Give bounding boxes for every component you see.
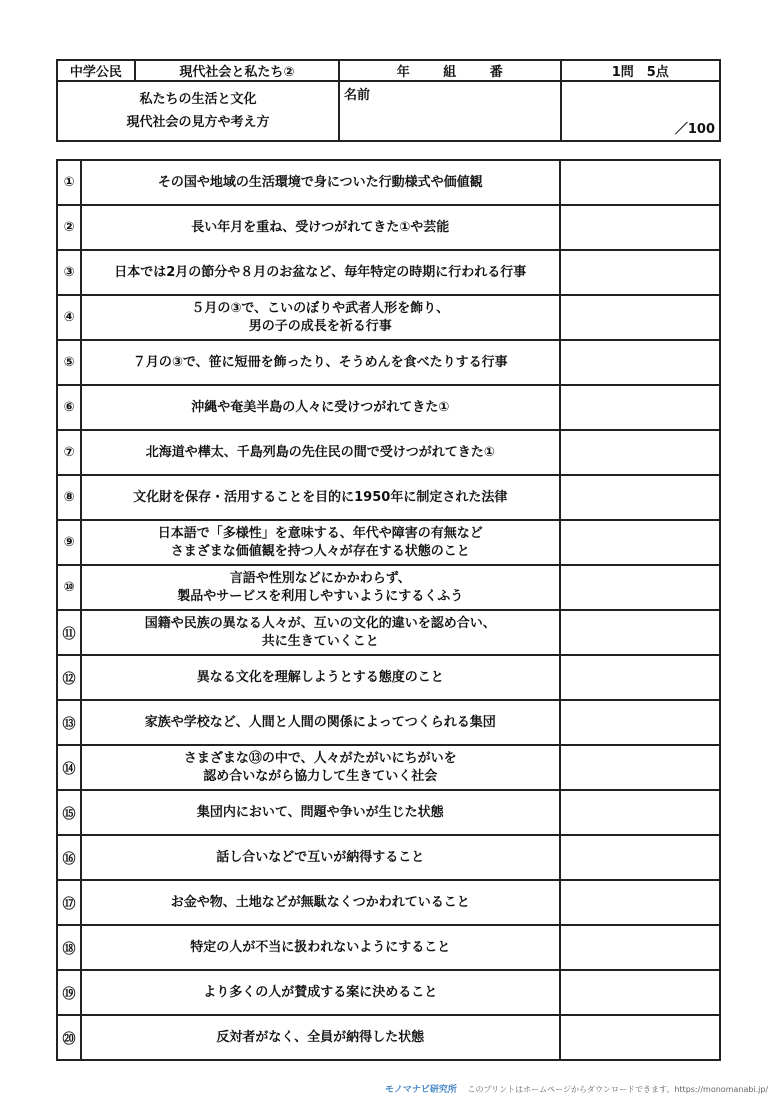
question-line: 日本では2月の節分や８月のお盆など、毎年特定の時期に行われる行事 bbox=[114, 264, 527, 280]
question-line: 反対者がなく、全員が納得した状態 bbox=[216, 1029, 425, 1045]
question-row bbox=[57, 385, 720, 430]
question-row bbox=[57, 790, 720, 835]
answer-field[interactable] bbox=[560, 160, 720, 205]
question-row bbox=[57, 340, 720, 385]
question-number: ⑰ bbox=[57, 880, 81, 925]
question-line: 家族や学校など、人間と人間の関係によってつくられる集団 bbox=[144, 714, 496, 730]
answer-field[interactable] bbox=[560, 1015, 720, 1060]
answer-field[interactable] bbox=[560, 385, 720, 430]
question-row bbox=[57, 205, 720, 250]
year-label: 年 bbox=[396, 65, 410, 80]
question-line: 長い年月を重ね、受けつがれてきた①や芸能 bbox=[191, 219, 450, 235]
question-text bbox=[81, 385, 560, 430]
question-number: ⑭ bbox=[57, 745, 81, 790]
question-text bbox=[81, 520, 560, 565]
question-text bbox=[81, 205, 560, 250]
footer bbox=[385, 1082, 777, 1095]
question-number: ⑪ bbox=[57, 610, 81, 655]
question-text bbox=[81, 160, 560, 205]
question-number: ③ bbox=[57, 250, 81, 295]
question-number: ④ bbox=[57, 295, 81, 340]
answer-field[interactable] bbox=[560, 790, 720, 835]
question-line: 集団内において、問題や争いが生じた状態 bbox=[196, 804, 444, 820]
question-text bbox=[81, 475, 560, 520]
footer-brand: モノマナビ研究所 bbox=[385, 1085, 457, 1095]
question-line: 製品やサービスを利用しやすいようにするくふう bbox=[177, 588, 464, 604]
class-label: 組 bbox=[443, 65, 457, 80]
question-line: 認め合いながら協力して生きていく社会 bbox=[203, 768, 438, 784]
worksheet-header bbox=[56, 59, 721, 142]
title-line-2: 現代社会の見方や考え方 bbox=[126, 115, 270, 130]
question-row bbox=[57, 835, 720, 880]
question-line: ７月の③で、笹に短冊を飾ったり、そうめんを食べたりする行事 bbox=[132, 354, 508, 370]
question-text bbox=[81, 1015, 560, 1060]
score-label: ／100 bbox=[674, 122, 715, 137]
number-label: 番 bbox=[489, 65, 503, 80]
question-line: 共に生きていくこと bbox=[261, 633, 379, 649]
question-text bbox=[81, 700, 560, 745]
subject-label: 中学公民 bbox=[57, 60, 135, 81]
answer-field[interactable] bbox=[560, 745, 720, 790]
question-number: ⑩ bbox=[57, 565, 81, 610]
question-row bbox=[57, 610, 720, 655]
question-number: ⑧ bbox=[57, 475, 81, 520]
question-text bbox=[81, 430, 560, 475]
question-row bbox=[57, 970, 720, 1015]
question-number: ⑥ bbox=[57, 385, 81, 430]
question-text bbox=[81, 745, 560, 790]
question-text bbox=[81, 880, 560, 925]
question-text bbox=[81, 340, 560, 385]
question-line: 日本語で「多様性」を意味する、年代や障害の有無など bbox=[157, 525, 483, 541]
question-text bbox=[81, 925, 560, 970]
answer-field[interactable] bbox=[560, 655, 720, 700]
question-line: さまざまな価値観を持つ人々が存在する状態のこと bbox=[170, 543, 470, 559]
question-line: 言語や性別などにかかわらず、 bbox=[229, 570, 411, 586]
question-row bbox=[57, 745, 720, 790]
answer-field[interactable] bbox=[560, 925, 720, 970]
worksheet-title bbox=[57, 81, 339, 141]
question-line: その国や地域の生活環境で身についた行動様式や価値観 bbox=[157, 174, 483, 190]
answer-field[interactable] bbox=[560, 340, 720, 385]
question-line: お金や物、土地などが無駄なくつかわれていること bbox=[170, 894, 470, 910]
question-number: ⑦ bbox=[57, 430, 81, 475]
question-number: ⑫ bbox=[57, 655, 81, 700]
question-number: ② bbox=[57, 205, 81, 250]
question-text bbox=[81, 790, 560, 835]
footer-note: このプリントはホームページからダウンロードできます。https://monomanabi.jp/ bbox=[467, 1085, 769, 1094]
question-row bbox=[57, 880, 720, 925]
question-text bbox=[81, 970, 560, 1015]
question-row bbox=[57, 1015, 720, 1060]
answer-field[interactable] bbox=[560, 520, 720, 565]
answer-field[interactable] bbox=[560, 565, 720, 610]
question-line: 話し合いなどで互いが納得すること bbox=[216, 849, 425, 865]
question-line: 男の子の成長を祈る行事 bbox=[248, 318, 392, 334]
score-field[interactable] bbox=[561, 81, 720, 141]
question-row bbox=[57, 295, 720, 340]
question-line: さまざまな⑬の中で、人々がたがいにちがいを bbox=[183, 750, 457, 766]
question-text bbox=[81, 250, 560, 295]
question-row bbox=[57, 475, 720, 520]
question-number: ⑤ bbox=[57, 340, 81, 385]
question-number: ⑬ bbox=[57, 700, 81, 745]
class-number-fields bbox=[339, 60, 561, 81]
name-label: 名前 bbox=[343, 88, 370, 103]
question-number: ① bbox=[57, 160, 81, 205]
answer-field[interactable] bbox=[560, 205, 720, 250]
unit-label: 現代社会と私たち② bbox=[135, 60, 339, 81]
question-line: 特定の人が不当に扱われないようにすること bbox=[190, 939, 451, 955]
answer-field[interactable] bbox=[560, 700, 720, 745]
question-text bbox=[81, 295, 560, 340]
answer-field[interactable] bbox=[560, 295, 720, 340]
question-text bbox=[81, 565, 560, 610]
question-row bbox=[57, 250, 720, 295]
question-line: 国籍や民族の異なる人々が、互いの文化的違いを認め合い、 bbox=[144, 615, 496, 631]
answer-field[interactable] bbox=[560, 880, 720, 925]
name-field[interactable] bbox=[339, 81, 561, 141]
question-row bbox=[57, 565, 720, 610]
title-line-1: 私たちの生活と文化 bbox=[139, 92, 257, 107]
answer-field[interactable] bbox=[560, 835, 720, 880]
question-row bbox=[57, 520, 720, 565]
question-number: ⑯ bbox=[57, 835, 81, 880]
question-number: ⑨ bbox=[57, 520, 81, 565]
answer-field[interactable] bbox=[560, 250, 720, 295]
points-label: 1問 5点 bbox=[561, 60, 720, 81]
question-row bbox=[57, 655, 720, 700]
question-number: ⑲ bbox=[57, 970, 81, 1015]
question-line: 北海道や樺太、千島列島の先住民の間で受けつがれてきた① bbox=[145, 444, 495, 460]
question-table bbox=[56, 159, 721, 1061]
question-line: より多くの人が賛成する案に決めること bbox=[203, 984, 438, 1000]
answer-field[interactable] bbox=[560, 475, 720, 520]
question-row bbox=[57, 430, 720, 475]
question-number: ⑱ bbox=[57, 925, 81, 970]
answer-field[interactable] bbox=[560, 610, 720, 655]
answer-field[interactable] bbox=[560, 970, 720, 1015]
question-text bbox=[81, 655, 560, 700]
question-row bbox=[57, 700, 720, 745]
question-number: ⑳ bbox=[57, 1015, 81, 1060]
question-text bbox=[81, 835, 560, 880]
question-text bbox=[81, 610, 560, 655]
question-line: ５月の③で、こいのぼりや武者人形を飾り、 bbox=[191, 300, 450, 316]
question-line: 文化財を保存・活用することを目的に1950年に制定された法律 bbox=[133, 489, 508, 505]
question-line: 沖縄や奄美半島の人々に受けつがれてきた① bbox=[191, 399, 450, 415]
question-row bbox=[57, 925, 720, 970]
question-row bbox=[57, 160, 720, 205]
question-number: ⑮ bbox=[57, 790, 81, 835]
answer-field[interactable] bbox=[560, 430, 720, 475]
question-line: 異なる文化を理解しようとする態度のこと bbox=[196, 669, 444, 685]
